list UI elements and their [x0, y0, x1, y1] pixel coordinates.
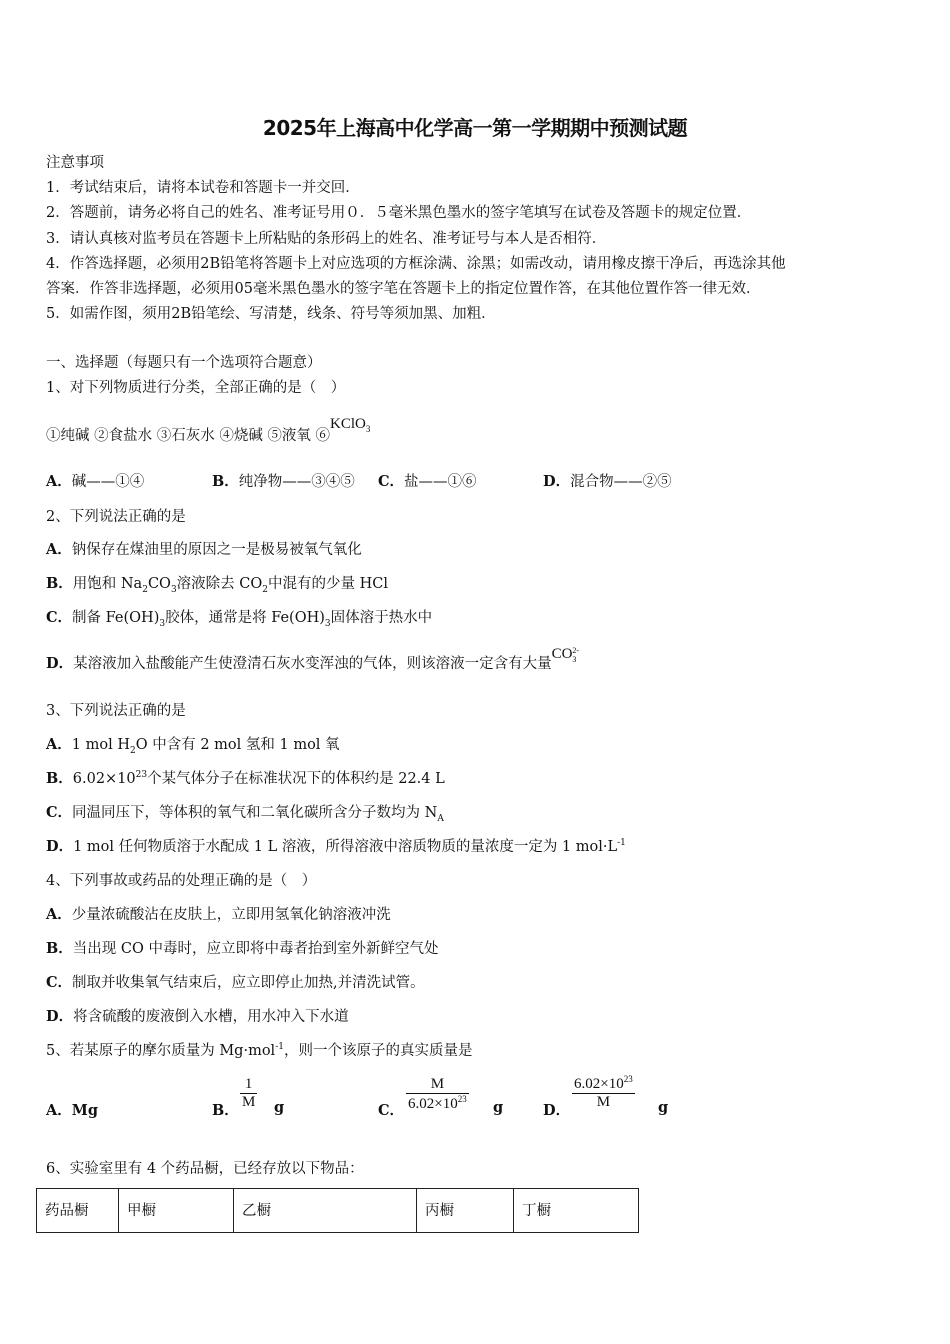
- page-title: 2025年上海高中化学高一第一学期期中预测试题: [262, 116, 688, 140]
- q5-option-d-key: D．: [543, 1102, 571, 1119]
- q2-option-b: B．用饱和 $Na_2CO_3$溶液除去 $CO_2$中混有的少量 HCl: [46, 575, 388, 595]
- q1-option-a: A．碱——①④: [46, 473, 145, 490]
- table-header-cell: 药品橱: [37, 1189, 119, 1233]
- q5-stem: 5、若某原子的摩尔质量为 Mg·mol$^{-1}$，则一个该原子的真实质量是: [46, 1042, 473, 1059]
- notice-item: 1．考试结束后，请将本试卷和答题卡一并交回．: [46, 180, 360, 196]
- q4-stem: 4、下列事故或药品的处理正确的是（ ）: [46, 873, 317, 889]
- q5-option-d-fraction: $\frac{6.02\times 10^{23}}{M}$: [574, 1074, 633, 1110]
- table-row: [37, 1189, 639, 1233]
- notice-item: 3．请认真核对监考员在答题卡上所粘贴的条形码上的姓名、准考证号与本人是否相符．: [46, 231, 607, 247]
- q5-option-d-unit: g: [658, 1099, 669, 1116]
- carbonate-ion: CO 2- 3: [551, 645, 580, 664]
- q4-option-b: B．当出现 CO 中毒时，应立即将中毒者抬到室外新鲜空气处: [46, 940, 439, 957]
- q3-stem: 3、下列说法正确的是: [46, 703, 186, 719]
- notice-item: 4．作答选择题，必须用2B铅笔将答题卡上对应选项的方框涂满、涂黑；如需改动，请用橡皮擦干净后，再选涂其他: [46, 256, 786, 272]
- q1-items: [46, 416, 371, 446]
- q2-stem: 2、下列说法正确的是: [46, 509, 186, 525]
- table-header-cell: 乙橱: [234, 1189, 417, 1233]
- table-header-cell: 甲橱: [119, 1189, 234, 1233]
- q3-option-a: A．1 mol $H_2O$ 中含有 2 mol 氢和 1 mol 氧: [46, 736, 340, 756]
- q3-option-d: D．1 mol 任何物质溶于水配成 1 L 溶液，所得溶液中溶质物质的量浓度一定为 1 $mol\cdot L^{-1}$: [46, 838, 626, 855]
- q5-option-b-fraction: $\frac{1}{M}$: [242, 1076, 256, 1110]
- q5-option-c-key: C．: [378, 1102, 405, 1119]
- cabinet-table: [36, 1188, 639, 1233]
- table-header-cell: 丁橱: [514, 1189, 639, 1233]
- q1-stem: 1、对下列物质进行分类，全部正确的是（ ）: [46, 380, 346, 396]
- q1-option-d: D．混合物——②⑤: [543, 473, 672, 490]
- section-heading: 一、选择题（每题只有一个选项符合题意）: [46, 355, 322, 371]
- q5-option-c-fraction: $\frac{M}{6.02\times 10^{23}}$: [408, 1076, 467, 1112]
- notice-heading: 注意事项: [46, 155, 104, 171]
- q2-option-c: C．制备 $Fe(OH)_3$胶体，通常是将 $Fe(OH)_3$固体溶于热水中: [46, 609, 433, 629]
- notice-item: 答案．作答非选择题，必须用05毫米黑色墨水的签字笔在答题卡上的指定位置作答，在其他位置作答一律无效．: [46, 281, 761, 297]
- notice-item: 5．如需作图，须用2B铅笔绘、写清楚，线条、符号等须加黑、加粗．: [46, 306, 496, 322]
- q4-option-d: D．将含硫酸的废液倒入水槽，用水冲入下水道: [46, 1008, 349, 1025]
- q5-option-b-key: B．: [212, 1102, 239, 1119]
- q5-option-a: A．Mg: [46, 1102, 98, 1119]
- q3-option-c: C．同温同压下，等体积的氧气和二氧化碳所含分子数均为 $N_A$: [46, 804, 444, 824]
- q2-option-d: D．某溶液加入盐酸能产生使澄清石灰水变浑浊的气体，则该溶液一定含有大量CO 2- 3: [46, 645, 580, 672]
- q1-option-c: C．盐——①⑥: [378, 473, 477, 490]
- kclo3-formula: KClO$_3$: [330, 416, 371, 434]
- notice-item: 2．答题前，请务必将自己的姓名、准考证号用０．５毫米黑色墨水的签字笔填写在试卷及答题卡的规定位置．: [46, 205, 752, 221]
- q2-option-a: A．钠保存在煤油里的原因之一是极易被氧气氧化: [46, 541, 362, 558]
- q3-option-b: B．$6.02\times 10^{23}$个某气体分子在标准状况下的体积约是 22.4 L: [46, 770, 445, 787]
- q5-option-b-unit: g: [274, 1099, 285, 1116]
- q4-option-a: A．少量浓硫酸沾在皮肤上，立即用氢氧化钠溶液冲洗: [46, 906, 391, 923]
- table-header-cell: 丙橱: [417, 1189, 514, 1233]
- q1-items-text: ①纯碱 ②食盐水 ③石灰水 ④烧碱 ⑤液氧 ⑥: [46, 428, 331, 444]
- q5-option-c-unit: g: [493, 1099, 504, 1116]
- q6-stem: 6、实验室里有 4 个药品橱，已经存放以下物品：: [46, 1161, 364, 1177]
- q1-option-b: B．纯净物——③④⑤: [212, 473, 355, 490]
- q4-option-c: C．制取并收集氧气结束后，应立即停止加热,并清洗试管。: [46, 974, 425, 991]
